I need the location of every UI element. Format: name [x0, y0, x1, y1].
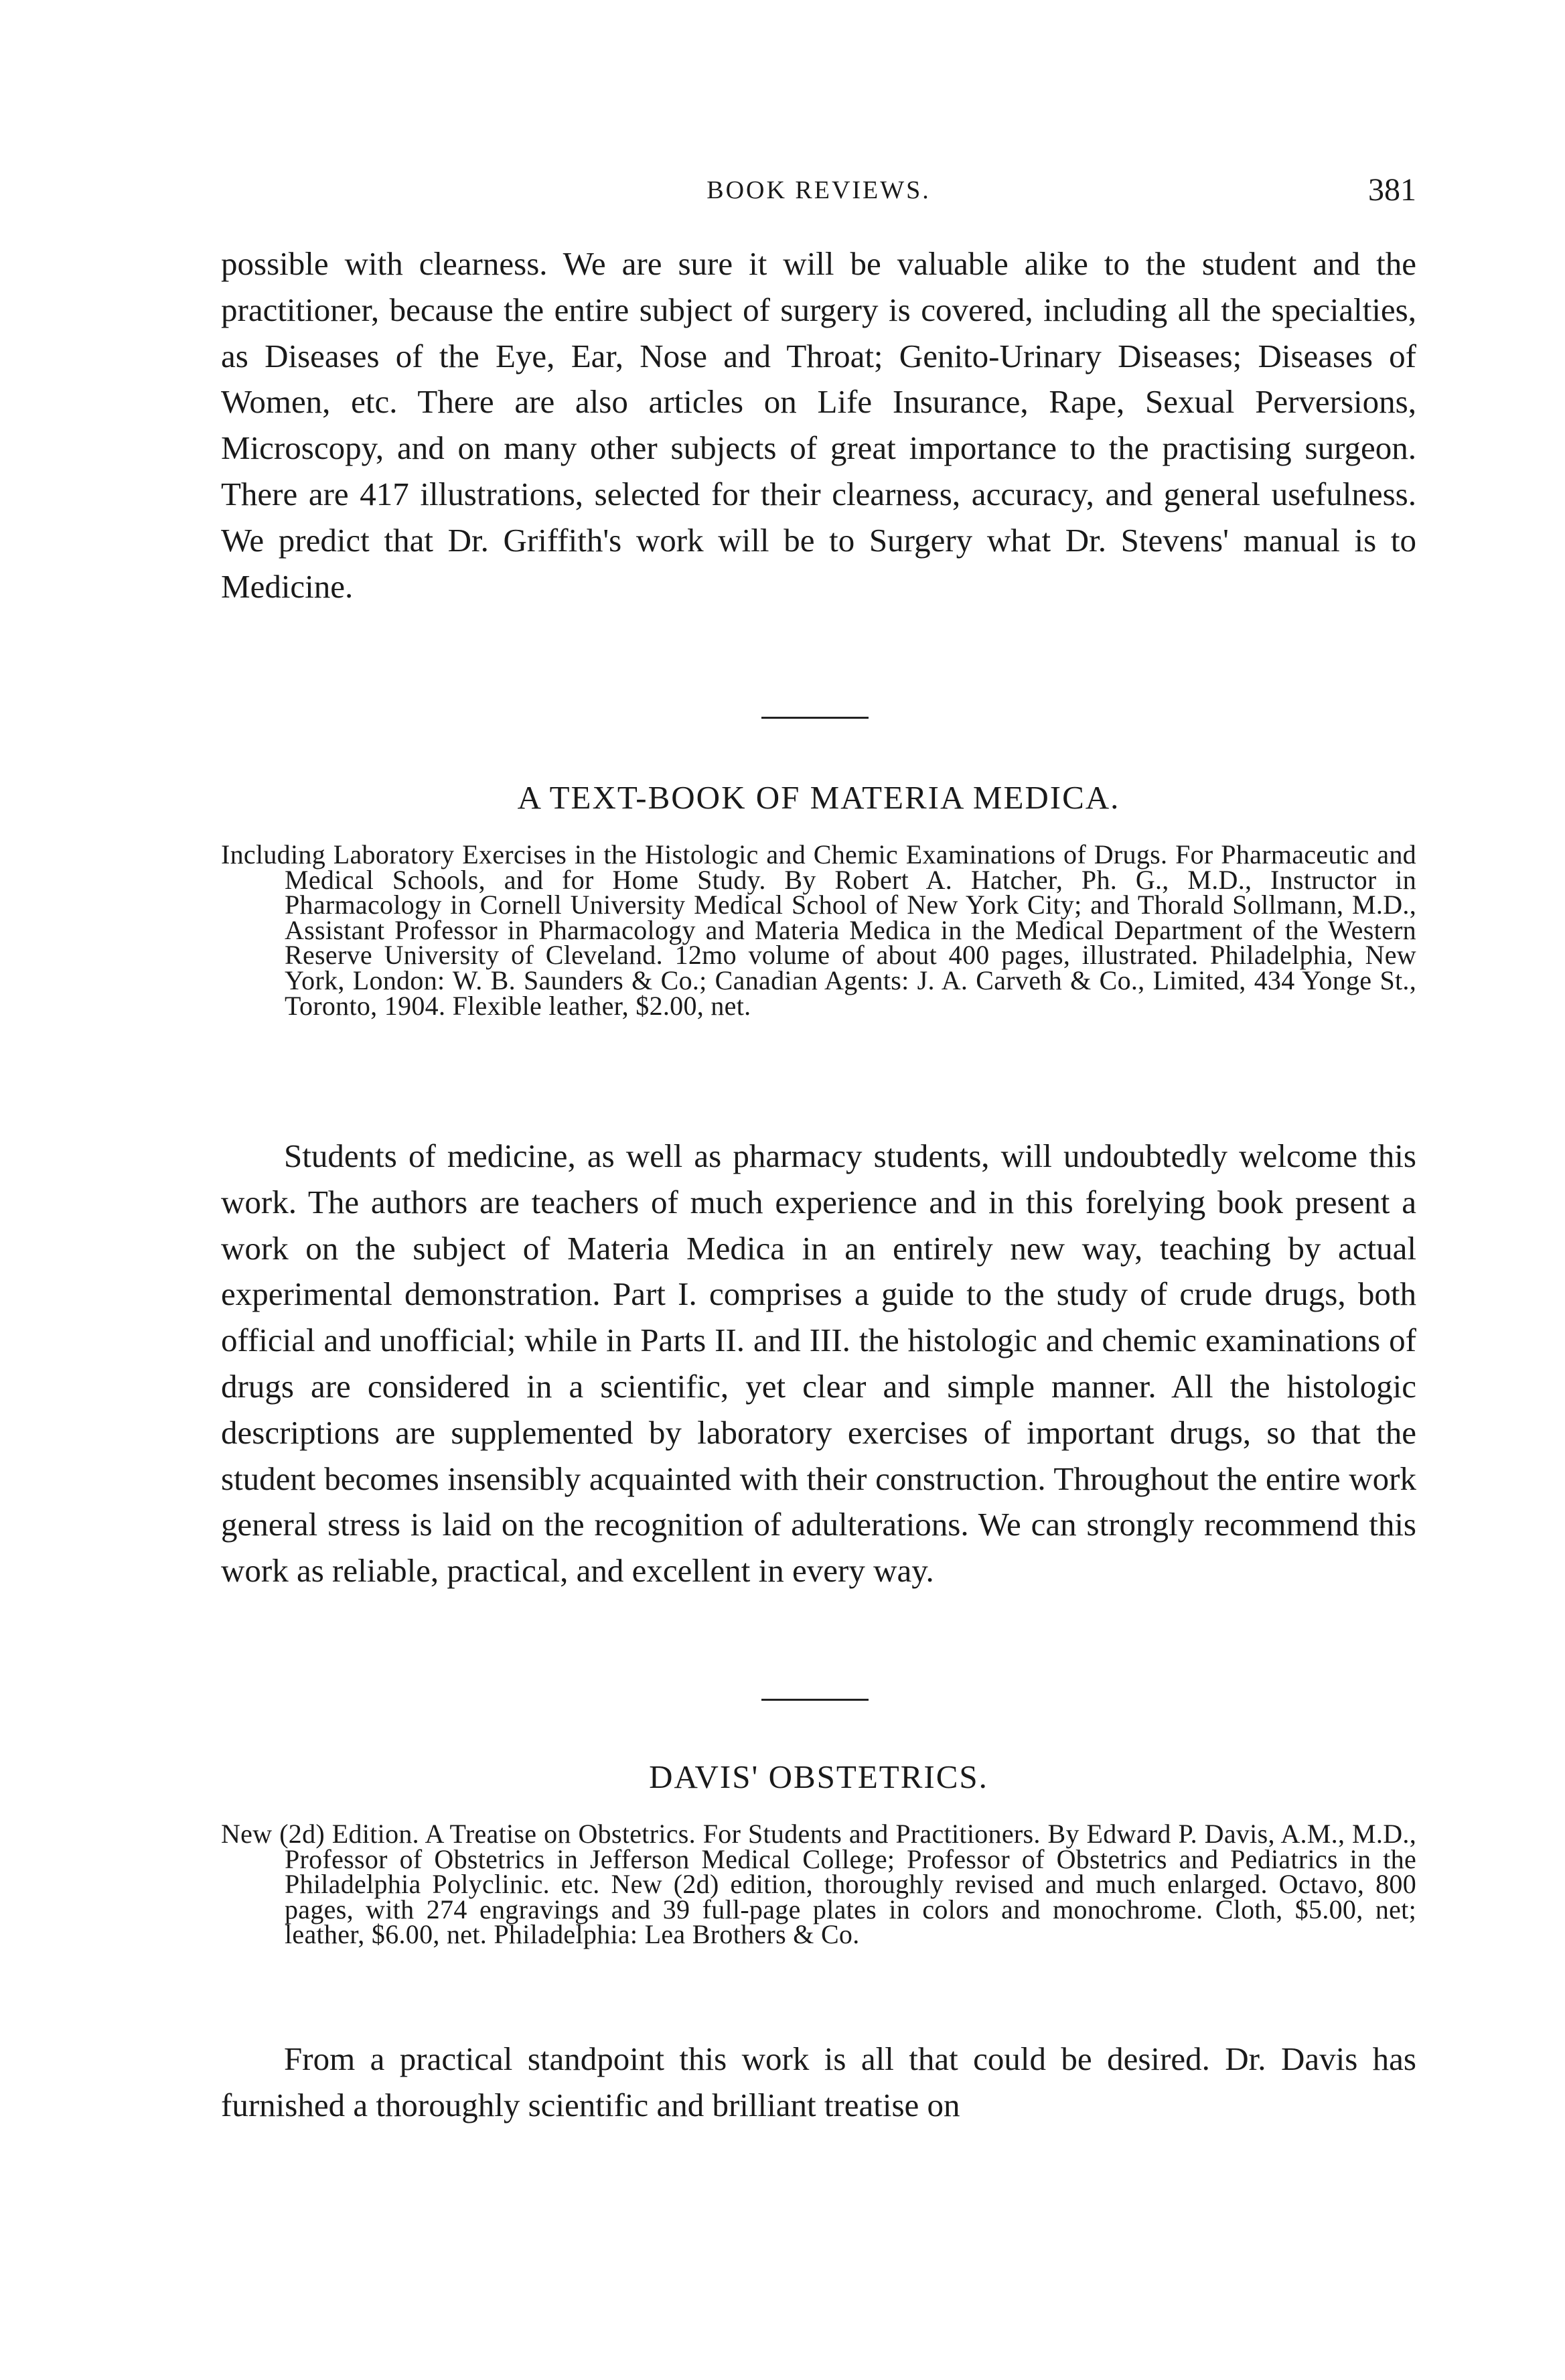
- materia-medica-bibliography: Including Laboratory Exercises in the Histologic and Chemic Examinations of Drugs. For Pharmaceutic and Medical Schools, and for Home Study. By Robert A. Hatcher, Ph. G., M.D., Instructor in Pharmacology in Cornell University Medical School of New York City; and Thorald Sollmann, M.D., Assistant Professor in Pharmacology and Materia Medica in the Medical Department of the Western Reserve University of Cleveland. 12mo volume of about 400 pages, illustrated. Philadelphia, New York, London: W. B. Saunders & Co.; Canadian Agents: J. A. Carveth & Co., Limited, 434 Yonge St., Toronto, 1904. Flexible leather, $2.00, net.: [221, 839, 1416, 1021]
- review-continuation-text: possible with clearness. We are sure it will be valuable alike to the student and the practitioner, because the entire subject of surgery is covered, including all the specialties, as Diseases of the Eye, Ear, Nose and Throat; Genito-Urinary Diseases; Diseases of Women, etc. There are also articles on Life Insurance, Rape, Sexual Perversions, Microscopy, and on many other subjects of great importance to the practising surgeon. There are 417 illustrations, selected for their clearness, accuracy, and general usefulness. We predict that Dr. Griffith's work will be to Surgery what Dr. Stevens' manual is to Medicine.: [221, 245, 1416, 605]
- section-divider-2: [761, 1699, 869, 1701]
- materia-medica-review: Students of medicine, as well as pharmacy students, will undoubtedly welcome this work. The authors are teachers of much experience and in this forelying book present a work on the subject of Materia Medica in an entirely new way, teaching by actual experimental demonstration. Part I. comprises a guide to the study of crude drugs, both official and unofficial; while in Parts II. and III. the histologic and chemic examinations of drugs are considered in a scientific, yet clear and simple manner. All the histologic descriptions are supplemented by laboratory exercises of important drugs, so that the student becomes insensibly acquainted with their construction. Throughout the entire work general stress is laid on the recognition of adulterations. We can strongly recommend this work as reliable, practical, and excellent in every way.: [221, 1137, 1416, 1590]
- davis-obstetrics-title: DAVIS' OBSTETRICS.: [649, 1758, 988, 1795]
- running-head: [221, 172, 1416, 216]
- davis-obstetrics-bibliography: New (2d) Edition. A Treatise on Obstetrics. For Students and Practitioners. By Edward P. Davis, A.M., M.D., Professor of Obstetrics in Jefferson Medical College; Professor of Obstetrics and Pediatrics in the Philadelphia Polyclinic. etc. New (2d) edition, thoroughly revised and much enlarged. Octavo, 800 pages, with 274 engravings and 39 full-page plates in colors and monochrome. Cloth, $5.00, net; leather, $6.00, net. Philadelphia: Lea Brothers & Co.: [221, 1819, 1416, 1950]
- materia-medica-title: A TEXT-BOOK OF MATERIA MEDICA.: [517, 779, 1120, 816]
- running-head-title: BOOK REVIEWS.: [706, 176, 931, 204]
- davis-obstetrics-review: From a practical standpoint this work is all that could be desired. Dr. Davis has furnished a thoroughly scientific and brilliant treatise on: [221, 2040, 1416, 2123]
- page-number: 381: [1368, 172, 1416, 208]
- section-divider-1: [761, 717, 869, 719]
